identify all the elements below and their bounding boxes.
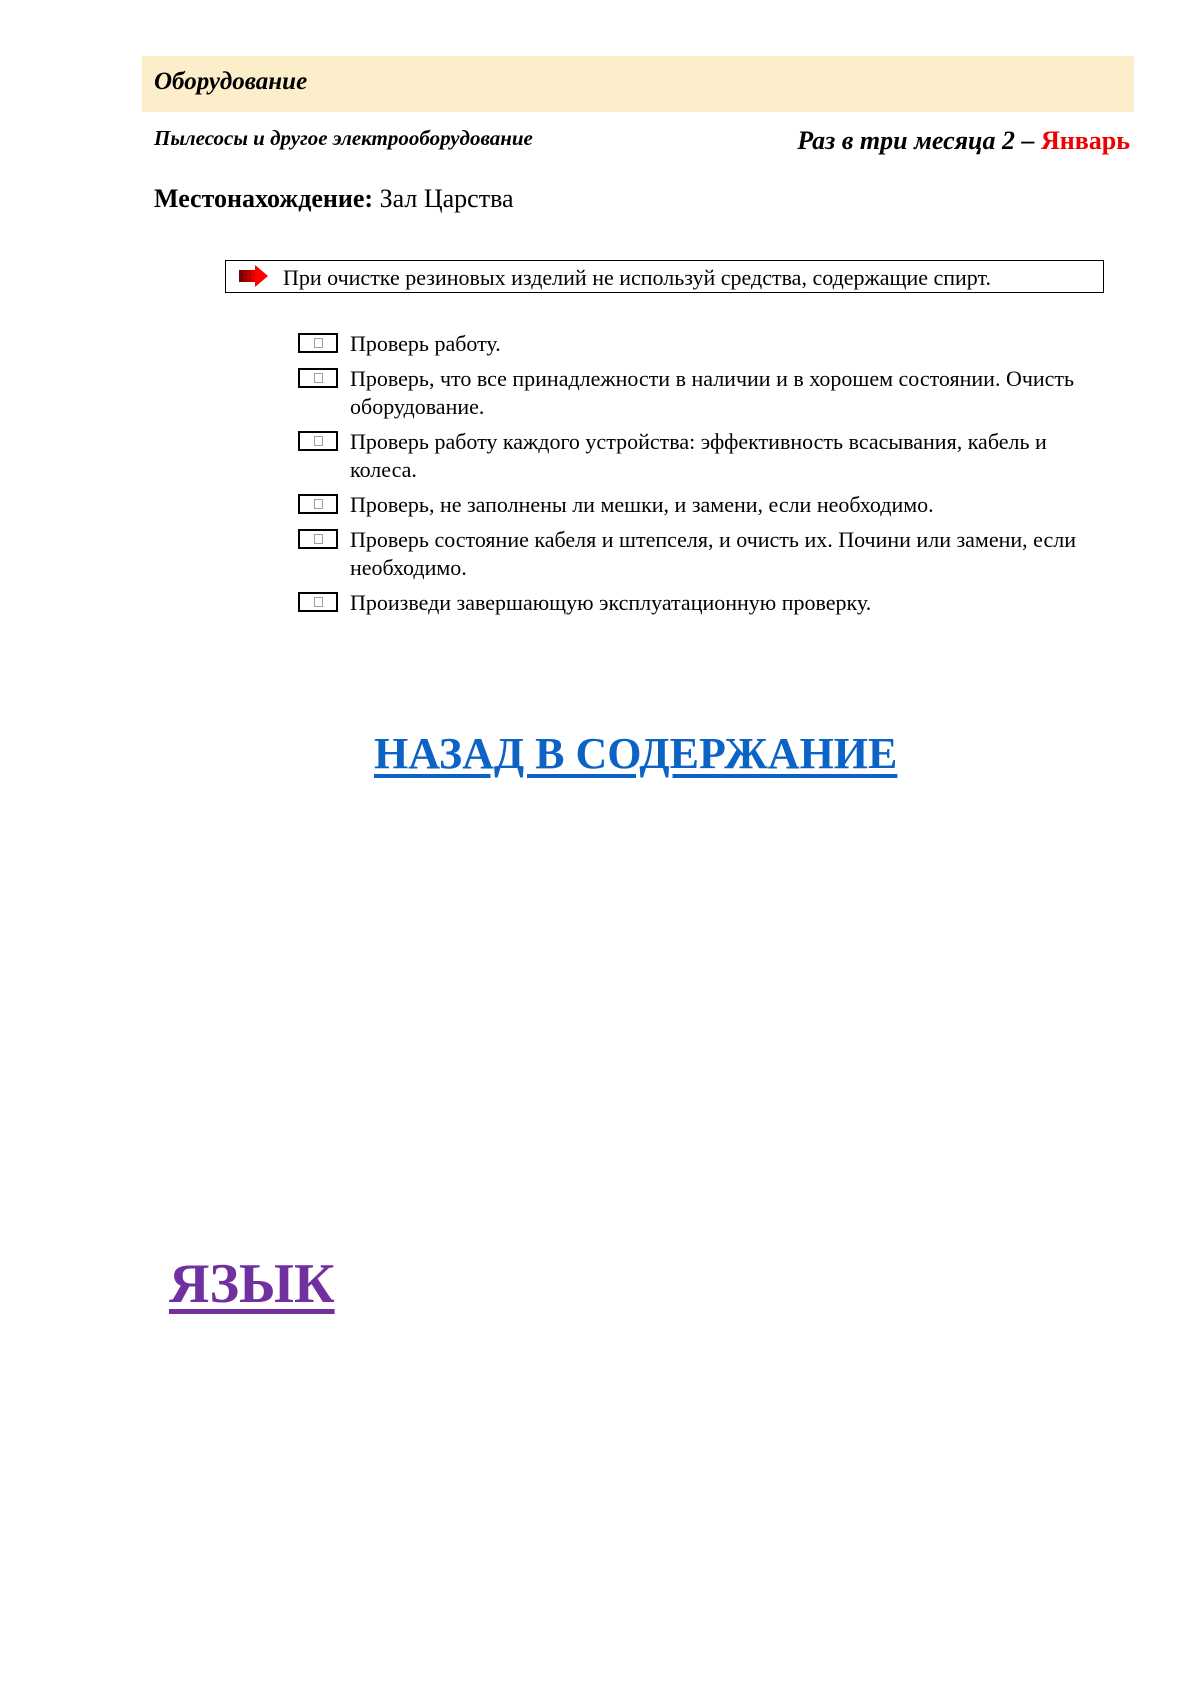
warning-text: При очистке резиновых изделий не используй средства, содержащие спирт. <box>283 265 991 290</box>
category-title: Оборудование <box>154 68 308 95</box>
frequency-label <box>797 126 1130 156</box>
frequency-text: Раз в три месяца 2 – <box>797 126 1041 155</box>
frequency-month: Январь <box>1040 126 1130 155</box>
checkbox[interactable] <box>298 368 338 388</box>
task-checklist <box>298 330 1108 624</box>
language-link[interactable]: ЯЗЫК <box>169 1253 335 1315</box>
checkbox[interactable] <box>298 592 338 612</box>
checklist-item-text: Проверь, что все принадлежности в наличии и в хорошем состоянии. Очисть оборудование. <box>350 366 1075 419</box>
location-line <box>154 184 514 214</box>
checklist-item <box>298 491 1108 519</box>
checklist-item <box>298 526 1108 582</box>
checkbox[interactable] <box>298 529 338 549</box>
back-to-contents-link[interactable]: НАЗАД В СОДЕРЖАНИЕ <box>374 729 898 778</box>
checkbox[interactable] <box>298 494 338 514</box>
checklist-item-text: Проверь, не заполнены ли мешки, и замени, если необходимо. <box>350 492 934 517</box>
checklist-item-text: Произведи завершающую эксплуатационную проверку. <box>350 590 872 615</box>
checklist-item-text: Проверь работу. <box>350 331 501 356</box>
location-value: Зал Царства <box>379 184 514 213</box>
checkbox[interactable] <box>298 333 338 353</box>
location-label: Местонахождение: <box>154 184 374 213</box>
checklist-item <box>298 428 1108 484</box>
checklist-item-text: Проверь работу каждого устройства: эффективность всасывания, кабель и колеса. <box>350 429 1047 482</box>
checklist-item <box>298 365 1108 421</box>
checklist-item <box>298 330 1108 358</box>
checklist-item-text: Проверь состояние кабеля и штепселя, и очисть их. Почини или замени, если необходимо. <box>350 527 1076 580</box>
equipment-subtitle: Пылесосы и другое электрооборудование <box>154 126 533 150</box>
warning-box <box>225 260 1104 293</box>
checkbox[interactable] <box>298 431 338 451</box>
category-header-band <box>142 56 1134 112</box>
red-arrow-right-icon <box>239 265 269 287</box>
checklist-item <box>298 589 1108 617</box>
